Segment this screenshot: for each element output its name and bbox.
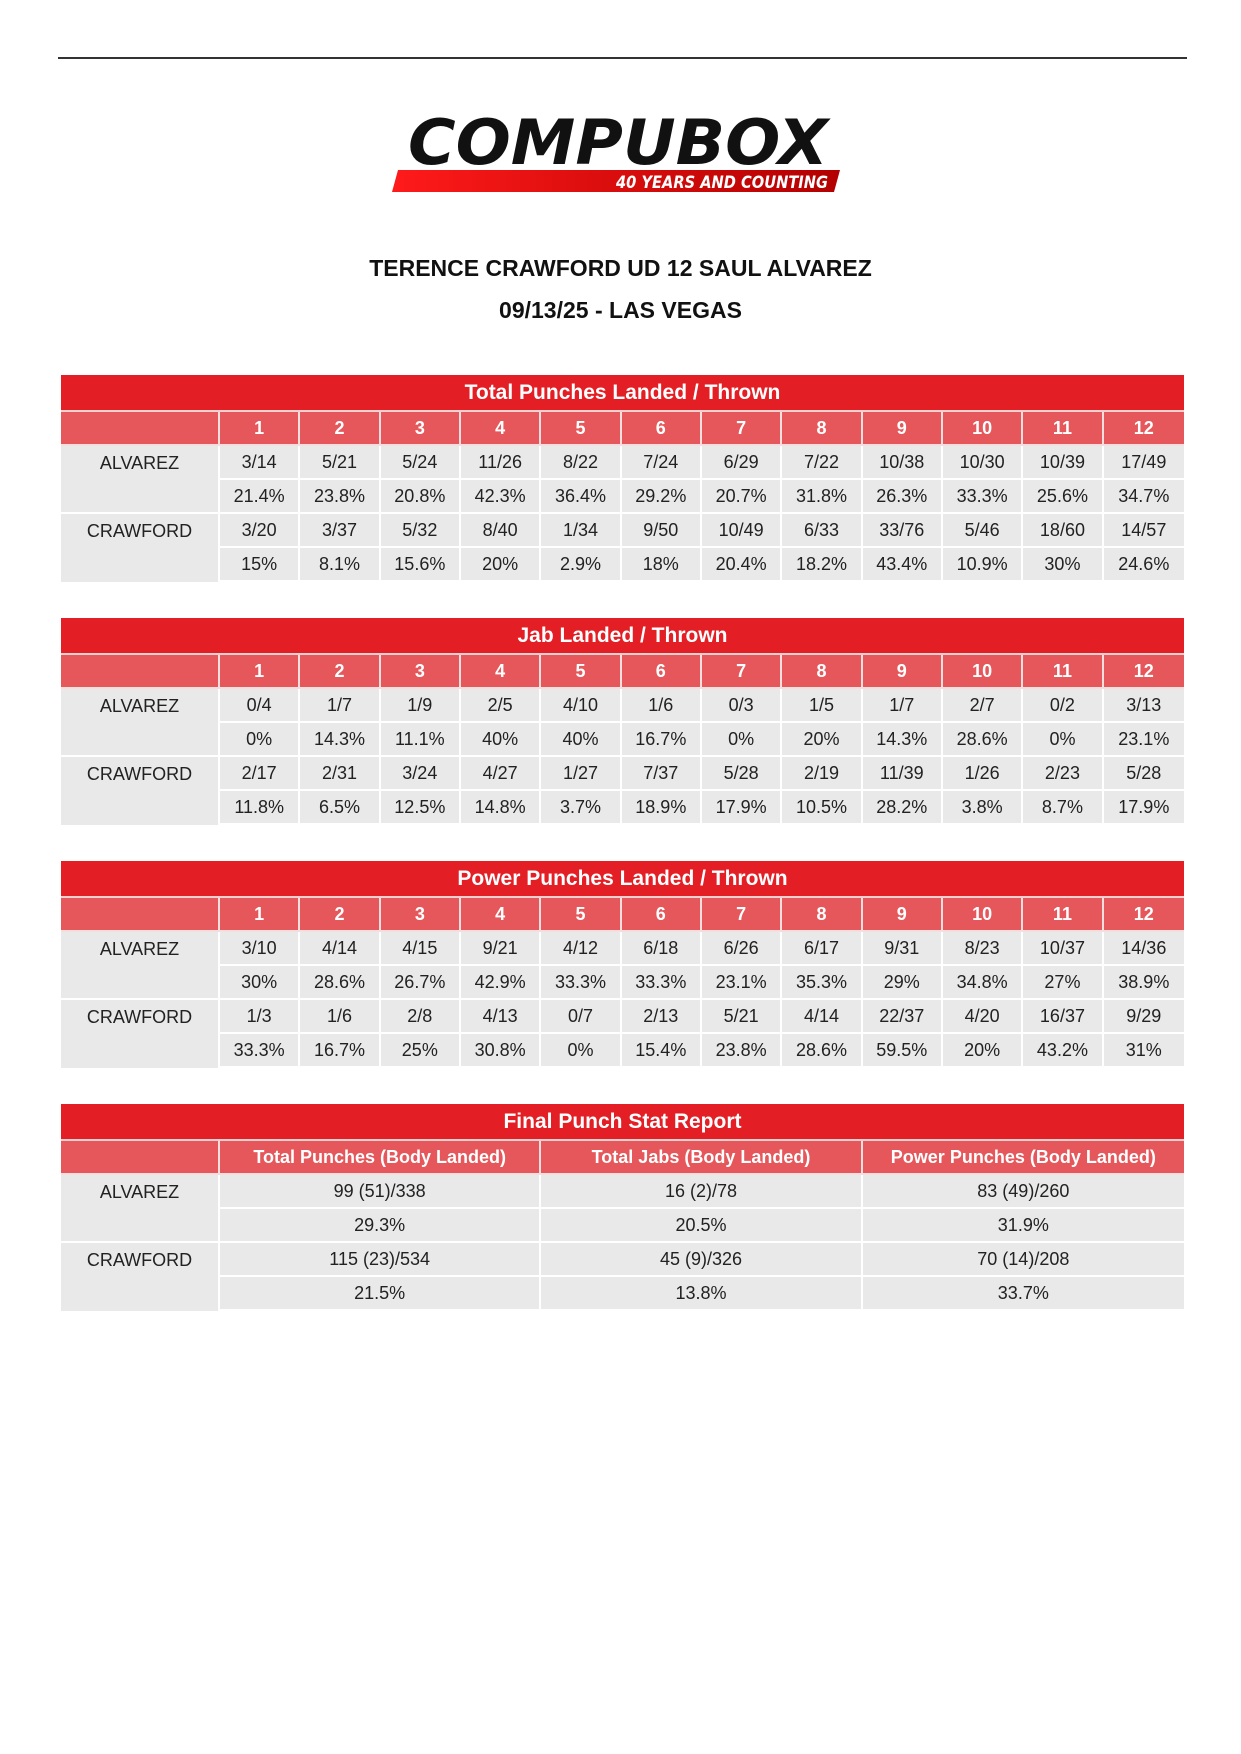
landed-thrown-cell: 10/37 <box>1023 932 1103 966</box>
landed-thrown-cell: 7/37 <box>622 757 702 791</box>
landed-thrown-cell: 2/23 <box>1023 757 1103 791</box>
landed-thrown-cell: 9/29 <box>1104 1000 1184 1034</box>
pct-cell: 42.9% <box>461 966 541 1000</box>
pct-cell: 33.3% <box>541 966 621 1000</box>
table-row <box>61 1034 1184 1068</box>
round-header: 6 <box>622 655 702 689</box>
table-title: Power Punches Landed / Thrown <box>61 861 1184 898</box>
pct-cell: 23.1% <box>1104 723 1184 757</box>
round-header: 7 <box>702 412 782 446</box>
landed-thrown-cell: 6/33 <box>782 514 862 548</box>
landed-thrown-cell: 17/49 <box>1104 446 1184 480</box>
round-header: 2 <box>300 898 380 932</box>
round-header: 7 <box>702 655 782 689</box>
landed-thrown-cell: 7/24 <box>622 446 702 480</box>
landed-thrown-cell: 4/27 <box>461 757 541 791</box>
pct-cell: 31% <box>1104 1034 1184 1068</box>
total-punches-table <box>61 375 1184 582</box>
pct-cell: 0% <box>1023 723 1103 757</box>
round-header: 6 <box>622 898 702 932</box>
header-blank <box>61 898 220 932</box>
pct-cell: 18.2% <box>782 548 862 582</box>
pct-cell: 26.7% <box>381 966 461 1000</box>
pct-cell: 28.2% <box>863 791 943 825</box>
landed-thrown-cell: 4/14 <box>782 1000 862 1034</box>
pct-cell: 18.9% <box>622 791 702 825</box>
pct-cell: 24.6% <box>1104 548 1184 582</box>
fighter-name: CRAWFORD <box>61 514 220 582</box>
table-title: Final Punch Stat Report <box>61 1104 1184 1141</box>
round-header: 1 <box>220 412 300 446</box>
table-row <box>61 966 1184 1000</box>
pct-cell: 33.7% <box>863 1277 1184 1311</box>
pct-cell: 20.5% <box>541 1209 862 1243</box>
table-row <box>61 1000 1184 1034</box>
table-row <box>61 514 1184 548</box>
pct-cell: 59.5% <box>863 1034 943 1068</box>
pct-cell: 0% <box>220 723 300 757</box>
landed-thrown-cell: 1/6 <box>300 1000 380 1034</box>
landed-thrown-cell: 4/14 <box>300 932 380 966</box>
pct-cell: 35.3% <box>782 966 862 1000</box>
landed-thrown-cell: 8/23 <box>943 932 1023 966</box>
pct-cell: 13.8% <box>541 1277 862 1311</box>
pct-cell: 29.2% <box>622 480 702 514</box>
pct-cell: 6.5% <box>300 791 380 825</box>
pct-cell: 14.3% <box>863 723 943 757</box>
pct-cell: 15.6% <box>381 548 461 582</box>
pct-cell: 23.8% <box>300 480 380 514</box>
table-row <box>61 446 1184 480</box>
top-divider <box>58 57 1187 59</box>
landed-thrown-cell: 3/37 <box>300 514 380 548</box>
pct-cell: 3.7% <box>541 791 621 825</box>
fighter-name: CRAWFORD <box>61 757 220 825</box>
pct-cell: 15.4% <box>622 1034 702 1068</box>
round-header: 12 <box>1104 898 1184 932</box>
round-header: 6 <box>622 412 702 446</box>
pct-cell: 11.1% <box>381 723 461 757</box>
landed-thrown-cell: 9/31 <box>863 932 943 966</box>
landed-thrown-cell: 8/22 <box>541 446 621 480</box>
landed-thrown-cell: 1/7 <box>300 689 380 723</box>
pct-cell: 16.7% <box>622 723 702 757</box>
round-header: 12 <box>1104 412 1184 446</box>
pct-cell: 34.7% <box>1104 480 1184 514</box>
landed-thrown-cell: 4/20 <box>943 1000 1023 1034</box>
landed-thrown-cell: 3/24 <box>381 757 461 791</box>
landed-thrown-cell: 6/17 <box>782 932 862 966</box>
table-row <box>61 791 1184 825</box>
fighter-name: CRAWFORD <box>61 1000 220 1068</box>
pct-cell: 20.7% <box>702 480 782 514</box>
round-header: 8 <box>782 412 862 446</box>
landed-thrown-cell: 11/39 <box>863 757 943 791</box>
round-header: 4 <box>461 412 541 446</box>
pct-cell: 16.7% <box>300 1034 380 1068</box>
round-header: 1 <box>220 655 300 689</box>
round-header: 8 <box>782 655 862 689</box>
landed-thrown-cell: 0/2 <box>1023 689 1103 723</box>
landed-thrown-cell: 33/76 <box>863 514 943 548</box>
round-header: 5 <box>541 412 621 446</box>
pct-cell: 43.2% <box>1023 1034 1103 1068</box>
landed-thrown-cell: 5/24 <box>381 446 461 480</box>
round-header: 11 <box>1023 655 1103 689</box>
landed-thrown-cell: 1/9 <box>381 689 461 723</box>
pct-cell: 33.3% <box>220 1034 300 1068</box>
landed-thrown-cell: 1/5 <box>782 689 862 723</box>
pct-cell: 42.3% <box>461 480 541 514</box>
header-blank <box>61 412 220 446</box>
stat-cell: 115 (23)/534 <box>220 1243 541 1277</box>
pct-cell: 36.4% <box>541 480 621 514</box>
pct-cell: 11.8% <box>220 791 300 825</box>
landed-thrown-cell: 4/10 <box>541 689 621 723</box>
landed-thrown-cell: 4/13 <box>461 1000 541 1034</box>
pct-cell: 30% <box>220 966 300 1000</box>
pct-cell: 3.8% <box>943 791 1023 825</box>
landed-thrown-cell: 10/39 <box>1023 446 1103 480</box>
fighter-name: ALVAREZ <box>61 1175 220 1243</box>
landed-thrown-cell: 0/4 <box>220 689 300 723</box>
round-header: 11 <box>1023 412 1103 446</box>
round-header: 5 <box>541 898 621 932</box>
header-blank <box>61 655 220 689</box>
table-row <box>61 757 1184 791</box>
landed-thrown-cell: 1/7 <box>863 689 943 723</box>
column-header: Power Punches (Body Landed) <box>863 1141 1184 1175</box>
landed-thrown-cell: 6/29 <box>702 446 782 480</box>
fight-title: TERENCE CRAWFORD UD 12 SAUL ALVAREZ <box>369 255 872 281</box>
header-blank <box>61 1141 220 1175</box>
pct-cell: 25% <box>381 1034 461 1068</box>
pct-cell: 20.4% <box>702 548 782 582</box>
pct-cell: 15% <box>220 548 300 582</box>
pct-cell: 20% <box>782 723 862 757</box>
pct-cell: 2.9% <box>541 548 621 582</box>
pct-cell: 30.8% <box>461 1034 541 1068</box>
landed-thrown-cell: 4/12 <box>541 932 621 966</box>
landed-thrown-cell: 14/36 <box>1104 932 1184 966</box>
pct-cell: 29.3% <box>220 1209 541 1243</box>
pct-cell: 20% <box>461 548 541 582</box>
landed-thrown-cell: 5/46 <box>943 514 1023 548</box>
landed-thrown-cell: 3/13 <box>1104 689 1184 723</box>
table-row <box>61 1243 1184 1277</box>
pct-cell: 34.8% <box>943 966 1023 1000</box>
fight-date-location: 09/13/25 - LAS VEGAS <box>499 297 742 323</box>
landed-thrown-cell: 5/21 <box>300 446 380 480</box>
pct-cell: 43.4% <box>863 548 943 582</box>
pct-cell: 26.3% <box>863 480 943 514</box>
landed-thrown-cell: 2/13 <box>622 1000 702 1034</box>
landed-thrown-cell: 5/32 <box>381 514 461 548</box>
fighter-name: ALVAREZ <box>61 932 220 1000</box>
landed-thrown-cell: 3/20 <box>220 514 300 548</box>
pct-cell: 21.4% <box>220 480 300 514</box>
landed-thrown-cell: 5/28 <box>1104 757 1184 791</box>
table-row <box>61 1277 1184 1311</box>
round-header: 10 <box>943 898 1023 932</box>
landed-thrown-cell: 7/22 <box>782 446 862 480</box>
landed-thrown-cell: 0/3 <box>702 689 782 723</box>
pct-cell: 10.9% <box>943 548 1023 582</box>
logo-tagline: 40 YEARS AND COUNTING <box>615 173 829 193</box>
landed-thrown-cell: 1/27 <box>541 757 621 791</box>
round-header: 10 <box>943 412 1023 446</box>
pct-cell: 40% <box>461 723 541 757</box>
landed-thrown-cell: 6/26 <box>702 932 782 966</box>
table-row <box>61 1175 1184 1209</box>
round-header: 5 <box>541 655 621 689</box>
landed-thrown-cell: 10/49 <box>702 514 782 548</box>
stat-cell: 99 (51)/338 <box>220 1175 541 1209</box>
pct-cell: 23.8% <box>702 1034 782 1068</box>
pct-cell: 28.6% <box>300 966 380 1000</box>
pct-cell: 38.9% <box>1104 966 1184 1000</box>
round-header: 9 <box>863 412 943 446</box>
table-row <box>61 480 1184 514</box>
landed-thrown-cell: 2/31 <box>300 757 380 791</box>
stat-cell: 83 (49)/260 <box>863 1175 1184 1209</box>
pct-cell: 0% <box>541 1034 621 1068</box>
pct-cell: 28.6% <box>943 723 1023 757</box>
landed-thrown-cell: 1/3 <box>220 1000 300 1034</box>
stat-cell: 70 (14)/208 <box>863 1243 1184 1277</box>
fighter-name: ALVAREZ <box>61 446 220 514</box>
logo-wordmark: COMPUBOX <box>408 108 832 179</box>
round-header: 2 <box>300 655 380 689</box>
landed-thrown-cell: 6/18 <box>622 932 702 966</box>
round-header: 9 <box>863 898 943 932</box>
landed-thrown-cell: 1/26 <box>943 757 1023 791</box>
table-title: Jab Landed / Thrown <box>61 618 1184 655</box>
pct-cell: 27% <box>1023 966 1103 1000</box>
pct-cell: 17.9% <box>1104 791 1184 825</box>
table-title: Total Punches Landed / Thrown <box>61 375 1184 412</box>
pct-cell: 31.9% <box>863 1209 1184 1243</box>
pct-cell: 33.3% <box>943 480 1023 514</box>
landed-thrown-cell: 1/6 <box>622 689 702 723</box>
pct-cell: 40% <box>541 723 621 757</box>
pct-cell: 8.7% <box>1023 791 1103 825</box>
round-header: 10 <box>943 655 1023 689</box>
round-header: 8 <box>782 898 862 932</box>
landed-thrown-cell: 5/21 <box>702 1000 782 1034</box>
round-header: 3 <box>381 898 461 932</box>
landed-thrown-cell: 4/15 <box>381 932 461 966</box>
final-punch-stat-table <box>61 1104 1184 1311</box>
fighter-name: CRAWFORD <box>61 1243 220 1311</box>
pct-cell: 14.8% <box>461 791 541 825</box>
landed-thrown-cell: 2/5 <box>461 689 541 723</box>
table-row <box>61 1209 1184 1243</box>
round-header: 3 <box>381 655 461 689</box>
landed-thrown-cell: 16/37 <box>1023 1000 1103 1034</box>
pct-cell: 20.8% <box>381 480 461 514</box>
power-punches-table <box>61 861 1184 1068</box>
pct-cell: 30% <box>1023 548 1103 582</box>
table-row <box>61 689 1184 723</box>
landed-thrown-cell: 9/21 <box>461 932 541 966</box>
landed-thrown-cell: 11/26 <box>461 446 541 480</box>
table-row <box>61 723 1184 757</box>
pct-cell: 28.6% <box>782 1034 862 1068</box>
pct-cell: 14.3% <box>300 723 380 757</box>
landed-thrown-cell: 22/37 <box>863 1000 943 1034</box>
round-header: 12 <box>1104 655 1184 689</box>
pct-cell: 23.1% <box>702 966 782 1000</box>
table-row <box>61 932 1184 966</box>
round-header: 11 <box>1023 898 1103 932</box>
pct-cell: 25.6% <box>1023 480 1103 514</box>
landed-thrown-cell: 3/10 <box>220 932 300 966</box>
stat-cell: 16 (2)/78 <box>541 1175 862 1209</box>
pct-cell: 20% <box>943 1034 1023 1068</box>
pct-cell: 18% <box>622 548 702 582</box>
round-header: 3 <box>381 412 461 446</box>
landed-thrown-cell: 0/7 <box>541 1000 621 1034</box>
pct-cell: 21.5% <box>220 1277 541 1311</box>
round-header: 2 <box>300 412 380 446</box>
round-header: 1 <box>220 898 300 932</box>
compubox-logo <box>388 108 848 198</box>
landed-thrown-cell: 10/30 <box>943 446 1023 480</box>
pct-cell: 29% <box>863 966 943 1000</box>
landed-thrown-cell: 8/40 <box>461 514 541 548</box>
round-header: 4 <box>461 898 541 932</box>
landed-thrown-cell: 5/28 <box>702 757 782 791</box>
pct-cell: 12.5% <box>381 791 461 825</box>
column-header: Total Punches (Body Landed) <box>220 1141 541 1175</box>
pct-cell: 33.3% <box>622 966 702 1000</box>
landed-thrown-cell: 2/8 <box>381 1000 461 1034</box>
pct-cell: 0% <box>702 723 782 757</box>
landed-thrown-cell: 9/50 <box>622 514 702 548</box>
fighter-name: ALVAREZ <box>61 689 220 757</box>
landed-thrown-cell: 10/38 <box>863 446 943 480</box>
landed-thrown-cell: 14/57 <box>1104 514 1184 548</box>
landed-thrown-cell: 2/17 <box>220 757 300 791</box>
landed-thrown-cell: 2/7 <box>943 689 1023 723</box>
round-header: 4 <box>461 655 541 689</box>
pct-cell: 10.5% <box>782 791 862 825</box>
pct-cell: 17.9% <box>702 791 782 825</box>
landed-thrown-cell: 2/19 <box>782 757 862 791</box>
landed-thrown-cell: 18/60 <box>1023 514 1103 548</box>
pct-cell: 8.1% <box>300 548 380 582</box>
stat-cell: 45 (9)/326 <box>541 1243 862 1277</box>
table-row <box>61 548 1184 582</box>
jab-table <box>61 618 1184 825</box>
pct-cell: 31.8% <box>782 480 862 514</box>
landed-thrown-cell: 1/34 <box>541 514 621 548</box>
round-header: 9 <box>863 655 943 689</box>
landed-thrown-cell: 3/14 <box>220 446 300 480</box>
column-header: Total Jabs (Body Landed) <box>541 1141 862 1175</box>
round-header: 7 <box>702 898 782 932</box>
